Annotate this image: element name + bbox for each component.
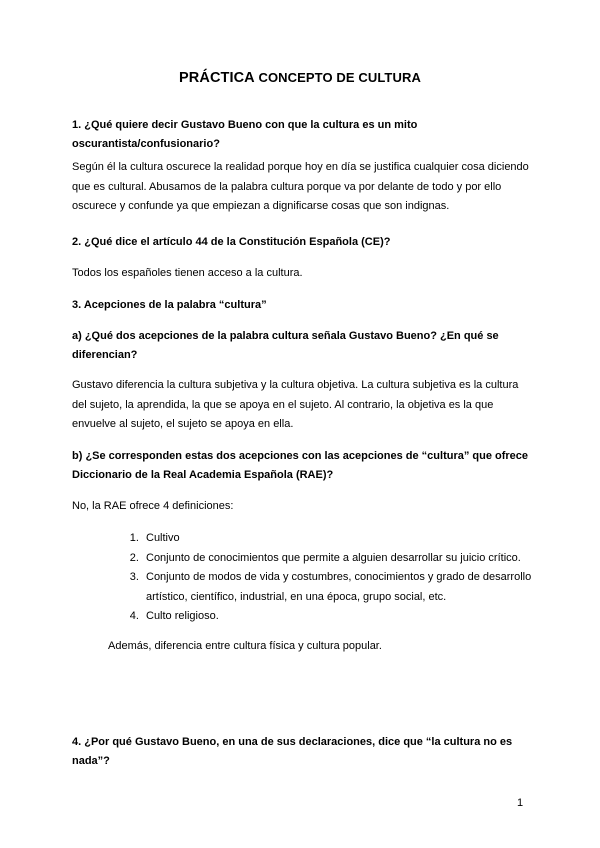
list-item: 1. Cultivo [142, 529, 562, 549]
question-3b: b) ¿Se corresponden estas dos acepciones con las acepciones de “cultura” que ofrece Diccionario de la Real Academia Española (RAE)? [72, 450, 529, 481]
answer-2: Todos los españoles tienen acceso a la cultura. [72, 267, 303, 279]
title-prefix: PRÁCTICA [179, 70, 255, 86]
question-3a: a) ¿Qué dos acepciones de la palabra cultura señala Gustavo Bueno? ¿En qué se diferencian? [72, 330, 499, 361]
question-2: 2. ¿Qué dice el artículo 44 de la Constitución Española (CE)? [72, 236, 391, 248]
list-item: 2. Conjunto de conocimientos que permite a alguien desarrollar su juicio crítico. [142, 549, 562, 569]
question-4: 4. ¿Por qué Gustavo Bueno, en una de sus declaraciones, dice que “la cultura no es nada”? [72, 736, 513, 767]
page-number: 1 [517, 797, 524, 809]
rae-definitions-list [110, 529, 562, 627]
answer-1: Según él la cultura oscurece la realidad porque hoy en día se justifica cualquier cosa diciendo que es cultural. Abusamos de la palabra cultura porque va por delante de todo y por ello oscurece y confunde ya que empiezan a dignificarse cosas que son indignas. [72, 161, 529, 212]
answer-3a: Gustavo diferencia la cultura subjetiva y la cultura objetiva. La cultura subjetiva es la cultura del sujeto, la aprendida, la que se apoya en el sujeto. Al contrario, la objetiva es la que envuelve al sujeto, el sujeto se apoya en ella. [72, 379, 519, 430]
answer-3b: No, la RAE ofrece 4 definiciones: [72, 500, 234, 512]
note-3b: Además, diferencia entre cultura física y cultura popular. [108, 640, 382, 652]
question-1: 1. ¿Qué quiere decir Gustavo Bueno con que la cultura es un mito oscurantista/confusionario? [72, 119, 418, 150]
page-title [0, 70, 600, 86]
list-item: 4. Culto religioso. [142, 607, 562, 627]
title-rest: CONCEPTO DE CULTURA [254, 70, 421, 85]
list-item: 3. Conjunto de modos de vida y costumbres, conocimientos y grado de desarrollo artístico, científico, industrial, en una época, grupo social, etc. [142, 568, 562, 607]
section-3-heading: 3. Acepciones de la palabra “cultura” [72, 299, 267, 311]
